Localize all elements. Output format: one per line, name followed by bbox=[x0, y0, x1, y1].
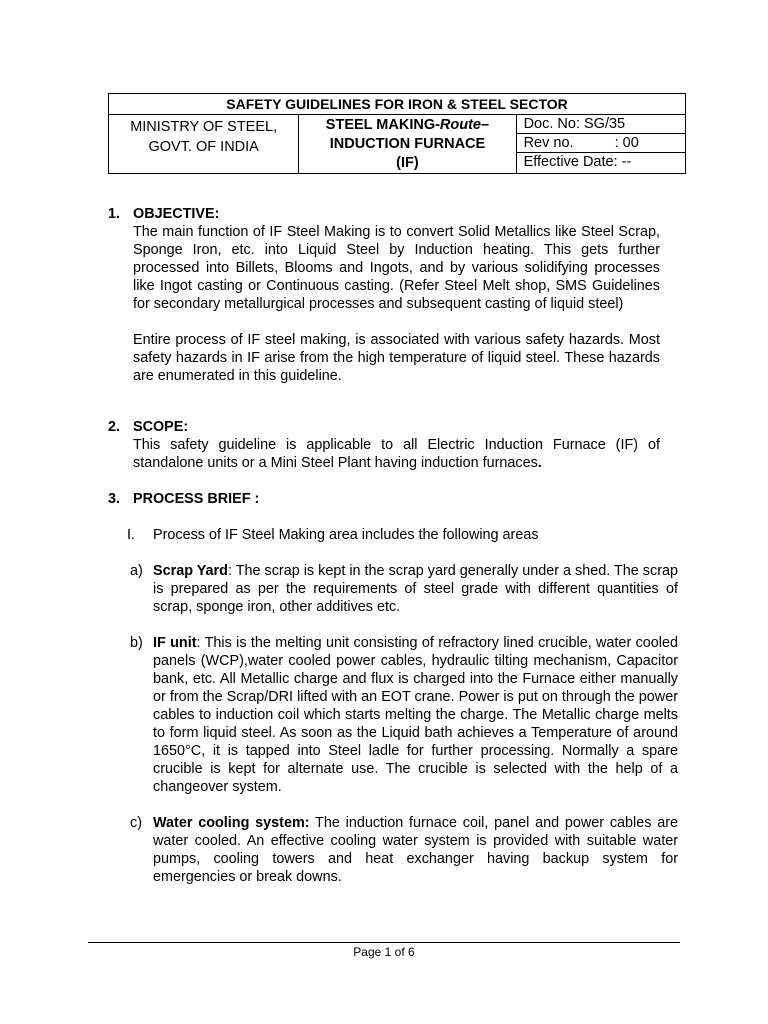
route-italic: Route bbox=[439, 117, 482, 133]
rev-value: : 00 bbox=[614, 135, 639, 151]
route-dash: – bbox=[481, 117, 490, 133]
scope-period: . bbox=[537, 455, 542, 471]
ministry-cell bbox=[109, 115, 299, 174]
section-title: SCOPE: bbox=[133, 419, 189, 435]
list-item-label: b) bbox=[130, 635, 143, 651]
list-item-description: : This is the melting unit consisting of refractory lined crucible, water cooled panels (WCP),water cooled power cables, hydraulic tilting mechanism, Capacitor bank, etc. All Metallic charge and flux is charged into the Furnace either manually or from the Scrap/DRI lifted with an EOT crane. Power is put on through the power cables to induction coil which starts melting the charge. The Metallic charge melts to form liquid steel. As soon as the Liquid bath achieves a Temperature of around 1650°C, it is tapped into Steel ladle for further processing. Normally a spare crucible is kept for alternate use. The crucible is selected with the help of a changeover system. bbox=[153, 635, 678, 795]
list-item-label: c) bbox=[130, 815, 142, 831]
effective-date: Effective Date: -- bbox=[523, 154, 632, 170]
section-title: PROCESS BRIEF : bbox=[133, 491, 260, 507]
list-item-description: The induction furnace coil, panel and power cables are water cooled. An effective cooling water system is provided with suitable water pumps, cooling towers and heat exchanger having backup system for emergencies or break downs. bbox=[153, 815, 679, 885]
list-item-text bbox=[153, 814, 678, 886]
section-heading bbox=[108, 490, 660, 508]
roman-numeral: I. bbox=[127, 527, 135, 543]
objective-paragraph-1: The main function of IF Steel Making is to convert Solid Metallics like Steel Scrap, Sponge Iron, etc. into Liquid Steel by Induction heating. This gets further processed into Billets, Blooms and Ingots, and by various solidifying processes like Ingot casting or Continuous casting. (Refer Steel Melt shop, SMS Guidelines for secondary metallurgical processes and subsequent casting of liquid steel) bbox=[133, 224, 660, 312]
section-process-brief bbox=[108, 490, 660, 508]
roman-item bbox=[127, 526, 667, 544]
rev-row bbox=[517, 134, 685, 153]
roman-text: Process of IF Steel Making area includes the following areas bbox=[153, 527, 539, 543]
list-item-label: a) bbox=[130, 563, 143, 579]
section-objective bbox=[108, 205, 660, 385]
list-item-text bbox=[153, 634, 678, 796]
route-line3: (IF) bbox=[396, 155, 419, 171]
section-scope bbox=[108, 418, 660, 472]
page-number: Page 1 of 6 bbox=[353, 945, 415, 959]
scope-paragraph bbox=[133, 436, 660, 472]
section-number: 2. bbox=[108, 419, 121, 435]
rev-label: Rev no. bbox=[523, 135, 574, 151]
list-item-if-unit bbox=[130, 634, 678, 796]
list-item-description: : The scrap is kept in the scrap yard generally under a shed. The scrap is prepared as per the requirements of steel grade with different quantities of scrap, sponge iron, other additives etc. bbox=[153, 563, 678, 615]
doc-info-cell bbox=[516, 115, 685, 174]
list-item-text bbox=[153, 562, 678, 616]
route-line1 bbox=[299, 116, 515, 135]
section-heading bbox=[108, 205, 660, 223]
list-item-scrap-yard bbox=[130, 562, 678, 616]
section-body bbox=[133, 223, 660, 385]
header-table bbox=[108, 93, 686, 174]
section-heading bbox=[108, 418, 660, 436]
header-title: SAFETY GUIDELINES FOR IRON & STEEL SECTOR bbox=[109, 94, 686, 115]
list-item-term: Scrap Yard bbox=[153, 563, 228, 579]
doc-number: Doc. No: SG/35 bbox=[517, 115, 685, 134]
scope-text: This safety guideline is applicable to all Electric Induction Furnace (IF) of standalone units or a Mini Steel Plant having induction furnaces bbox=[133, 437, 660, 471]
ministry-line2: GOVT. OF INDIA bbox=[148, 139, 259, 155]
route-line2: INDUCTION FURNACE bbox=[329, 136, 486, 152]
section-body bbox=[133, 436, 660, 472]
list-item-term: Water cooling system: bbox=[153, 815, 310, 831]
section-title: OBJECTIVE: bbox=[133, 206, 220, 222]
ministry-line1: MINISTRY OF STEEL, bbox=[130, 119, 278, 135]
route-cell bbox=[299, 115, 516, 174]
list-item-water-cooling bbox=[130, 814, 678, 886]
section-number: 1. bbox=[108, 206, 121, 222]
list-item-term: IF unit bbox=[153, 635, 197, 651]
objective-paragraph-2: Entire process of IF steel making, is associated with various safety hazards. Most safety hazards in IF arise from the high temperature of liquid steel. These hazards are enumerated in this guideline. bbox=[133, 332, 660, 384]
footer-divider bbox=[88, 942, 680, 943]
route-bold: STEEL MAKING- bbox=[325, 117, 440, 133]
section-number: 3. bbox=[108, 491, 121, 507]
